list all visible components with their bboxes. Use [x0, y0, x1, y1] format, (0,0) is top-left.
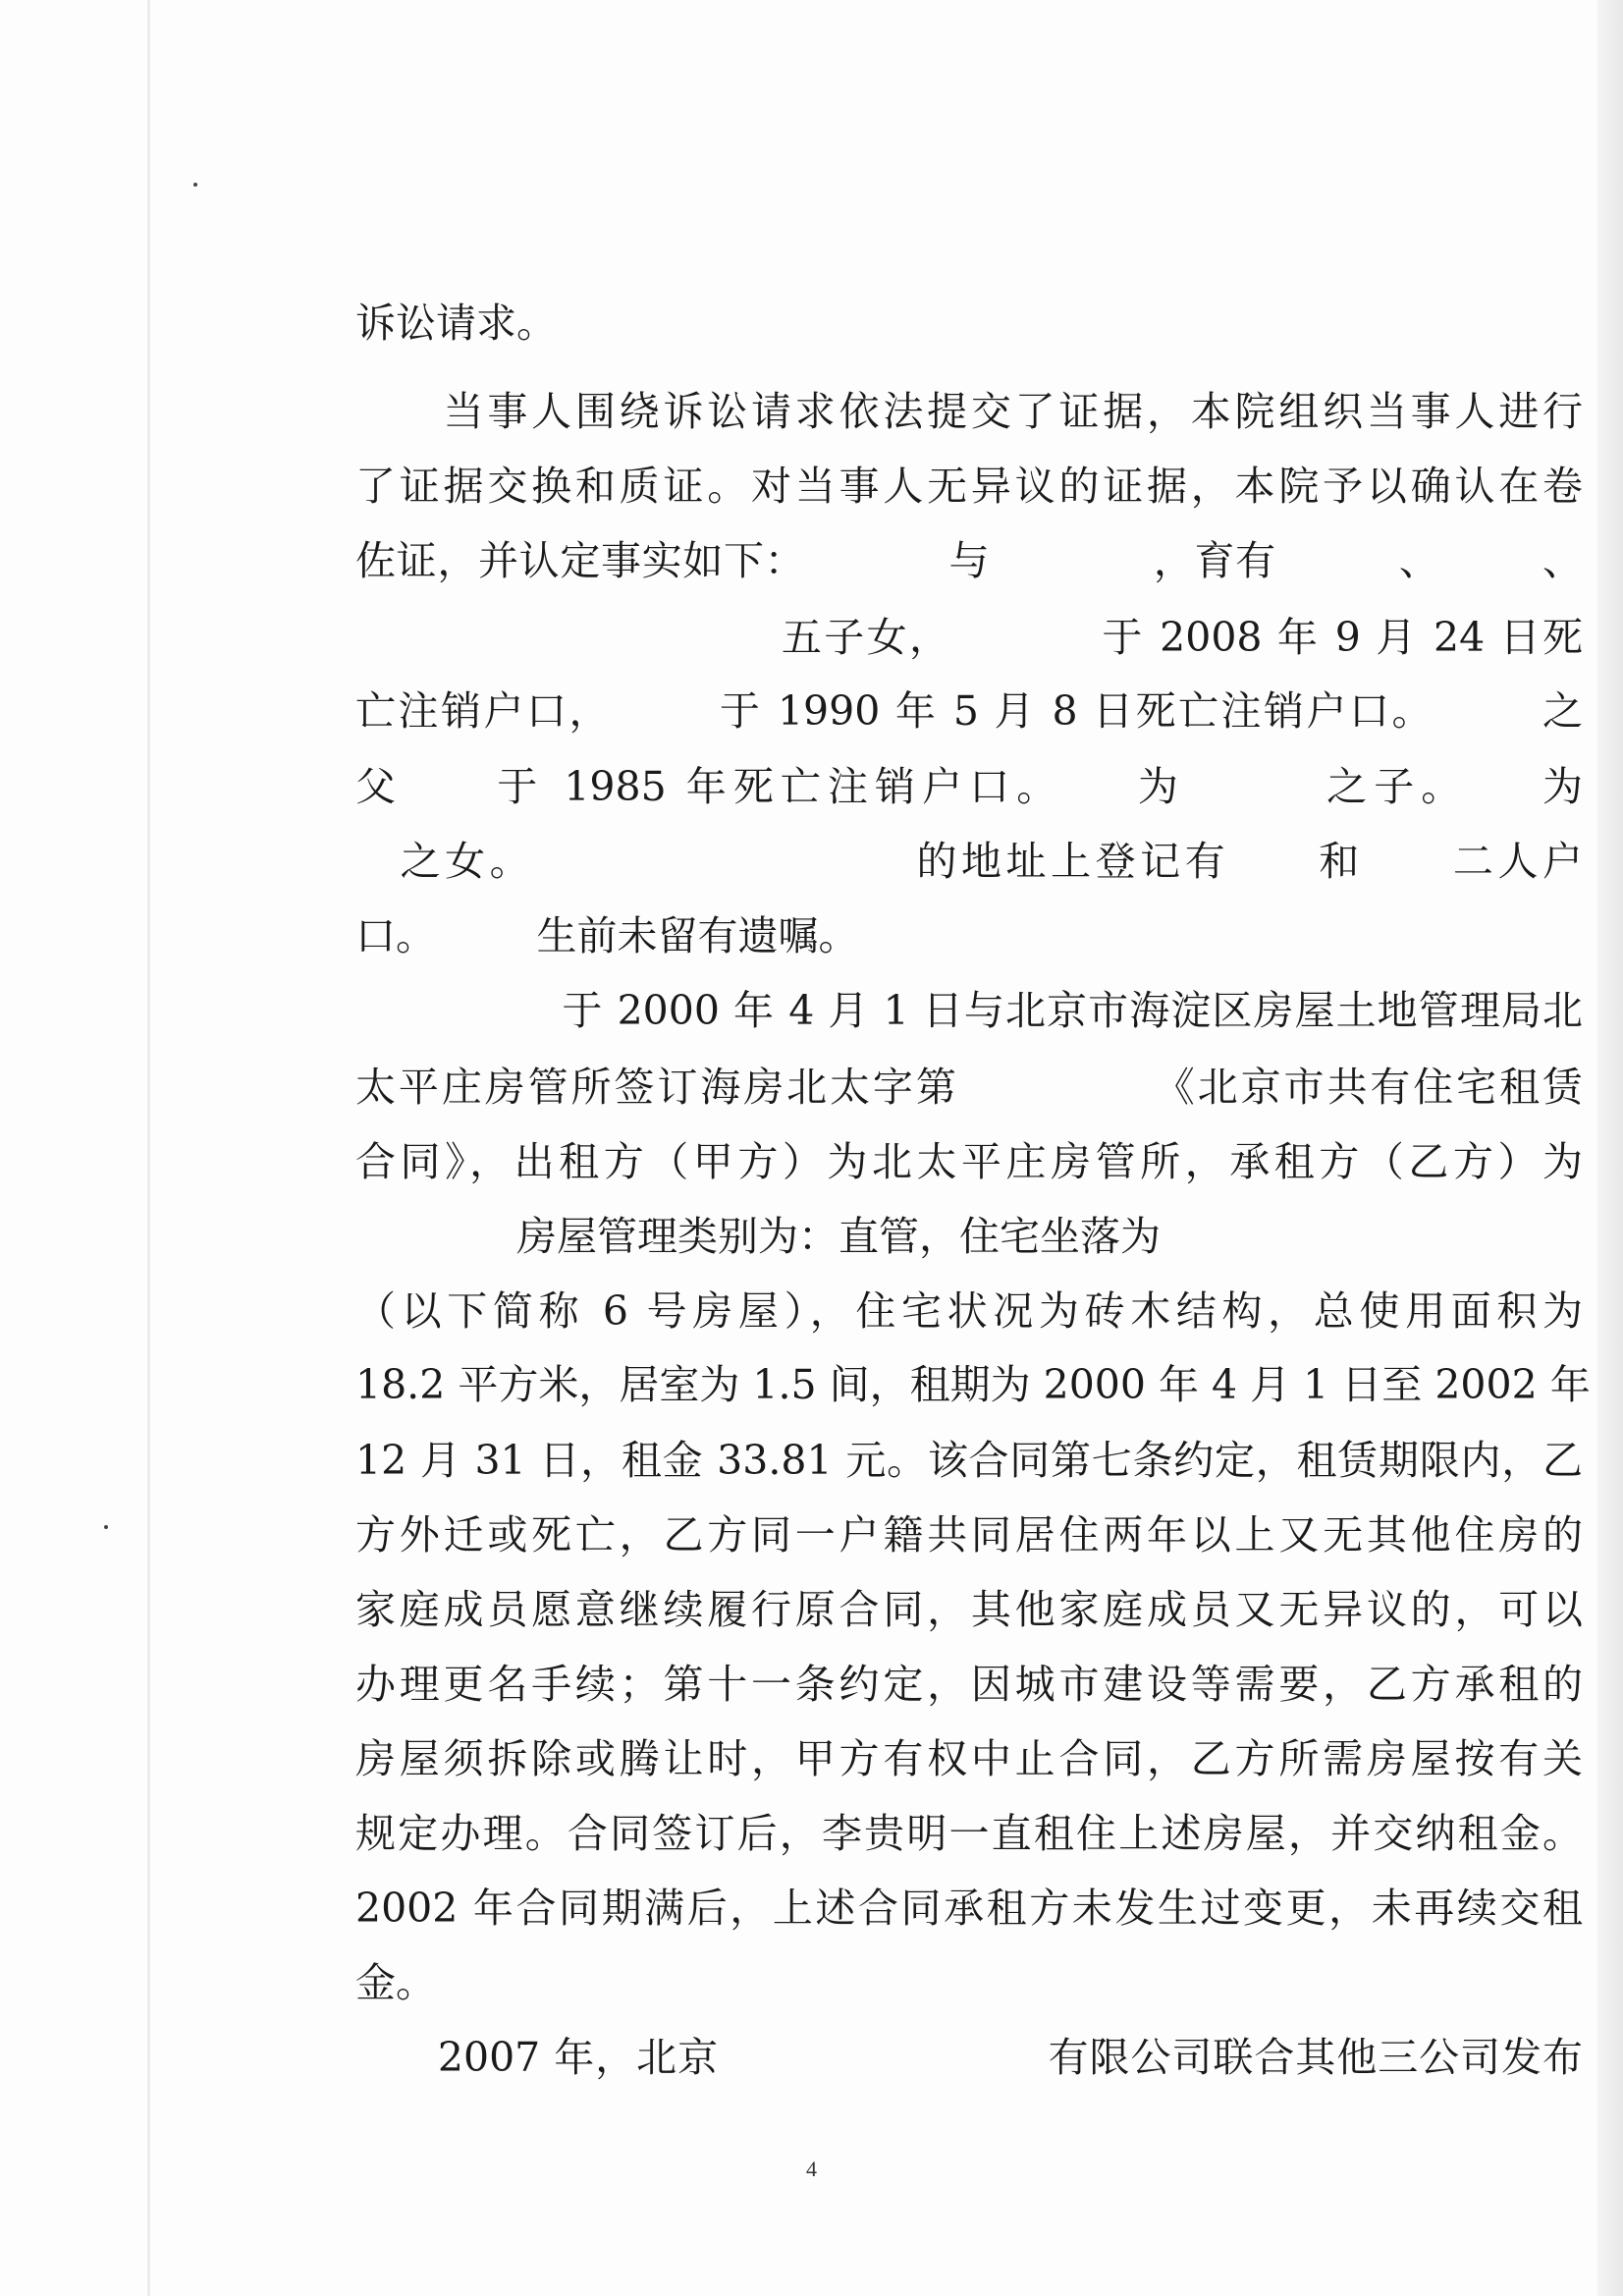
text-line: 父 于 1985 年死亡注销户口。 为 之子。 为 — [355, 763, 1583, 810]
text-line: 五子女， 于 2008 年 9 月 24 日死 — [355, 614, 1583, 661]
text-line: 当事人围绕诉讼请求依法提交了证据，本院组织当事人进行 — [355, 388, 1583, 435]
text-line: 2002 年合同期满后，上述合同承租方未发生过变更，未再续交租 — [355, 1885, 1583, 1932]
text-line: 房屋须拆除或腾让时，甲方有权中止合同，乙方所需房屋按有关 — [355, 1735, 1583, 1782]
text-line: 规定办理。合同签订后，李贵明一直租住上述房屋，并交纳租金。 — [355, 1810, 1583, 1857]
text-line: （以下简称 6 号房屋），住宅状况为砖木结构，总使用面积为 — [355, 1287, 1583, 1335]
text-line: 于 2000 年 4 月 1 日与北京市海淀区房屋土地管理局北 — [355, 987, 1583, 1034]
text-line: 12 月 31 日，租金 33.81 元。该合同第七条约定，租赁期限内，乙 — [355, 1437, 1583, 1484]
text-line: 房屋管理类别为：直管，住宅坐落为 — [355, 1213, 1161, 1260]
text-line: 佐证，并认定事实如下： 与 ，育有 、 、 — [355, 537, 1583, 584]
scan-edge-shadow — [1597, 0, 1623, 2296]
page-number: 4 — [806, 2157, 817, 2181]
scan-speck — [104, 1525, 108, 1529]
scan-fold-shadow — [147, 0, 150, 2296]
text-line: 亡注销户口， 于 1990 年 5 月 8 日死亡注销户口。 之 — [355, 687, 1583, 735]
scan-speck — [193, 183, 197, 187]
text-line: 太平庄房管所签订海房北太字第 《北京市共有住宅租赁 — [355, 1064, 1583, 1111]
text-line: 家庭成员愿意继续履行原合同，其他家庭成员又无异议的，可以 — [355, 1586, 1583, 1633]
text-line: 方外迁或死亡，乙方同一户籍共同居住两年以上又无其他住房的 — [355, 1511, 1583, 1558]
text-line: 2007 年，北京 有限公司联合其他三公司发布 — [355, 2034, 1583, 2081]
text-line: 18.2 平方米，居室为 1.5 间，租期为 2000 年 4 月 1 日至 2002 年 — [355, 1361, 1591, 1408]
text-line: 金。 — [355, 1959, 436, 2006]
text-line: 合同》，出租方（甲方）为北太平庄房管所，承租方（乙方）为 — [355, 1138, 1583, 1185]
text-line: 诉讼请求。 — [355, 300, 557, 347]
text-line: 办理更名手续；第十一条约定，因城市建设等需要，乙方承租的 — [355, 1661, 1583, 1708]
text-line: 口。 生前未留有遗嘱。 — [355, 912, 859, 959]
text-line: 了证据交换和质证。对当事人无异议的证据，本院予以确认在卷 — [355, 463, 1583, 510]
text-line: 之女。 的地址上登记有 和 二人户 — [355, 838, 1583, 885]
